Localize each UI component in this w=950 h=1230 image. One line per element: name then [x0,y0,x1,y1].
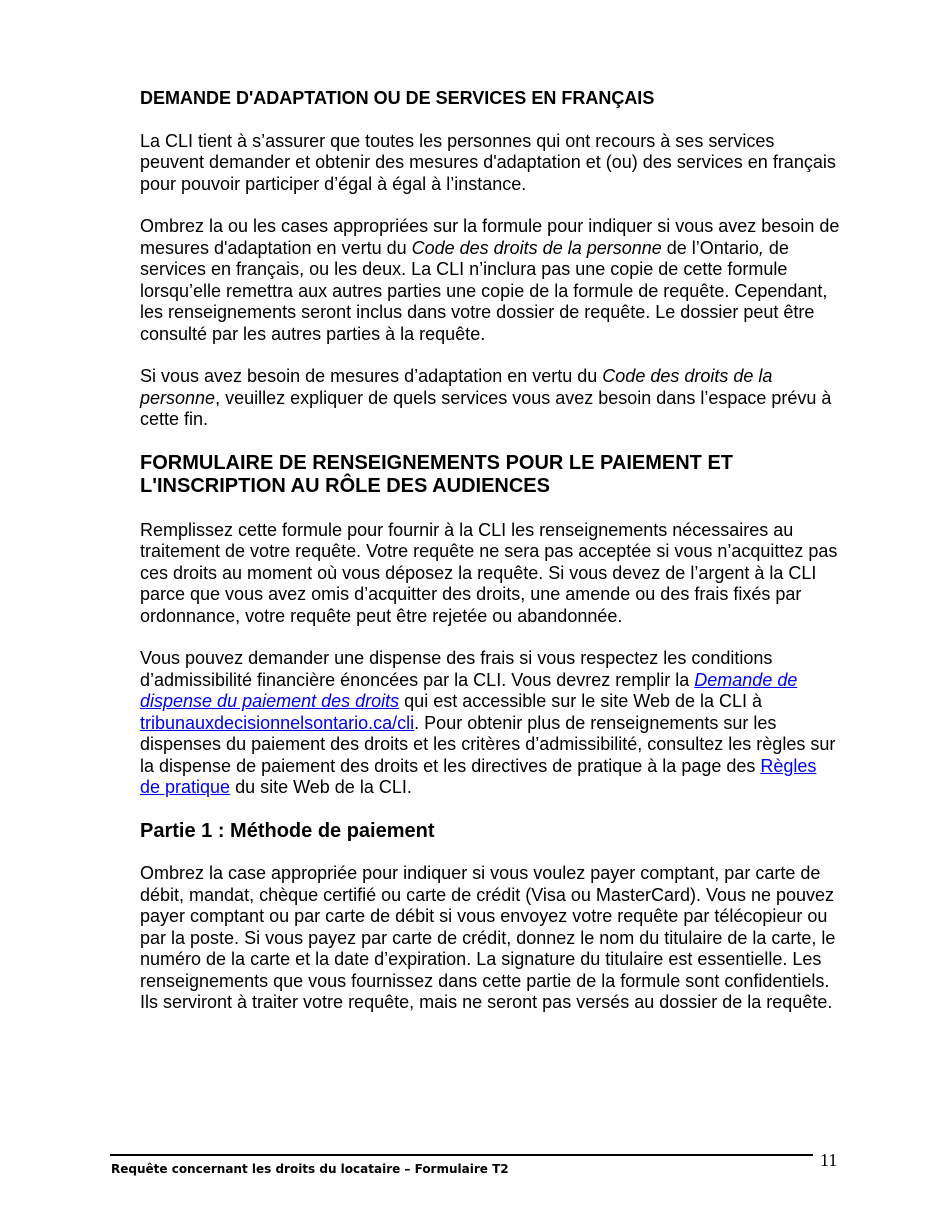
footer-title: Requête concernant les droits du locataire – Formulaire T2 [111,1162,509,1176]
text: . Pour obtenir plus de renseignements sur les dispenses du paiement des droits et les critères d’admissibilité, consultez les règles sur la dispense de paiement des droits et les directives de pratique à la page des [140,712,836,776]
paragraph [140,216,840,345]
section-heading-accommodation: DEMANDE D'ADAPTATION OU DE SERVICES EN FRANÇAIS [140,88,655,108]
page-number: 11 [820,1150,838,1170]
text: qui est accessible sur le site Web de la CLI à [399,691,763,711]
emphasis-text: Code des droits de la personne [411,237,662,258]
heading-line: L'INSCRIPTION AU RÔLE DES AUDIENCES [140,475,550,497]
heading-line: FORMULAIRE DE RENSEIGNEMENTS POUR LE PAIEMENT ET [140,451,733,474]
text: Ombrez la ou les cases appropriées sur la formule pour indiquer si vous avez besoin de mesures d'adaptation en vertu du [140,216,840,258]
text: , veuillez expliquer de quels services vous avez besoin dans l’espace prévu à cette fin. [140,387,832,429]
paragraph: La CLI tient à s’assurer que toutes les personnes qui ont recours à ses services peuvent demander et obtenir des mesures d'adaptation et (ou) des services en français pour pouvoir participer d’égal à égal à l’instance. [140,130,836,194]
text: du site Web de la CLI. [230,777,412,797]
paragraph: Remplissez cette formule pour fournir à la CLI les renseignements nécessaires au traitement de votre requête. Votre requête ne sera pas acceptée si vous n’acquittez pas ces droits au moment où vous déposez la requête. Si vous devez de l’argent à la CLI parce que vous avez omis d’acquitter des droits, une amende ou des frais fixés par ordonnance, votre requête peut être rejetée ou abandonnée. [140,519,838,626]
page-content [140,88,840,1035]
rules-of-practice-link[interactable]: Règles de pratique [140,755,817,797]
text: Si vous avez besoin de mesures d’adaptation en vertu du [140,366,603,386]
paragraph [140,648,840,799]
text: de l’Ontario [661,237,759,258]
section-heading-payment-method: Partie 1 : Méthode de paiement [140,819,435,842]
emphasis-text: Code des droits de la personne [140,366,773,408]
link-text: Demande de dispense du paiement des droits [140,669,798,711]
footer-divider [110,1154,813,1156]
text: Vous pouvez demander une dispense des frais si vous respectez les conditions d’admissibilité financière énoncées par la CLI. Vous devrez remplir la [140,648,773,690]
text: de services en français, ou les deux. La CLI n’inclura pas une copie de cette formule lorsqu’elle remettra aux autres parties une copie de la formule de requête. Cependant, les renseignements seront inclus dans votre dossier de requête. Le dossier peut être consulté par les autres parties à la requête. [140,237,828,344]
paragraph [140,366,840,431]
paragraph: Ombrez la case appropriée pour indiquer si vous voulez payer comptant, par carte de débit, mandat, chèque certifié ou carte de crédit (Visa ou MasterCard). Vous ne pouvez payer comptant ou par carte de débit si vous envoyez votre requête par télécopieur ou par la poste. Si vous payez par carte de crédit, donnez le nom du titulaire de la carte, le numéro de la carte et la date d’expiration. La signature du titulaire est essentielle. Les renseignements que vous fournissez dans cette partie de la formule sont confidentiels. Ils serviront à traiter votre requête, mais ne seront pas versés au dossier de la requête. [140,863,836,1012]
website-link[interactable]: tribunauxdecisionnelsontario.ca/cli [140,712,415,733]
section-heading-payment-form [140,452,840,499]
emphasis-text: , [758,237,764,258]
